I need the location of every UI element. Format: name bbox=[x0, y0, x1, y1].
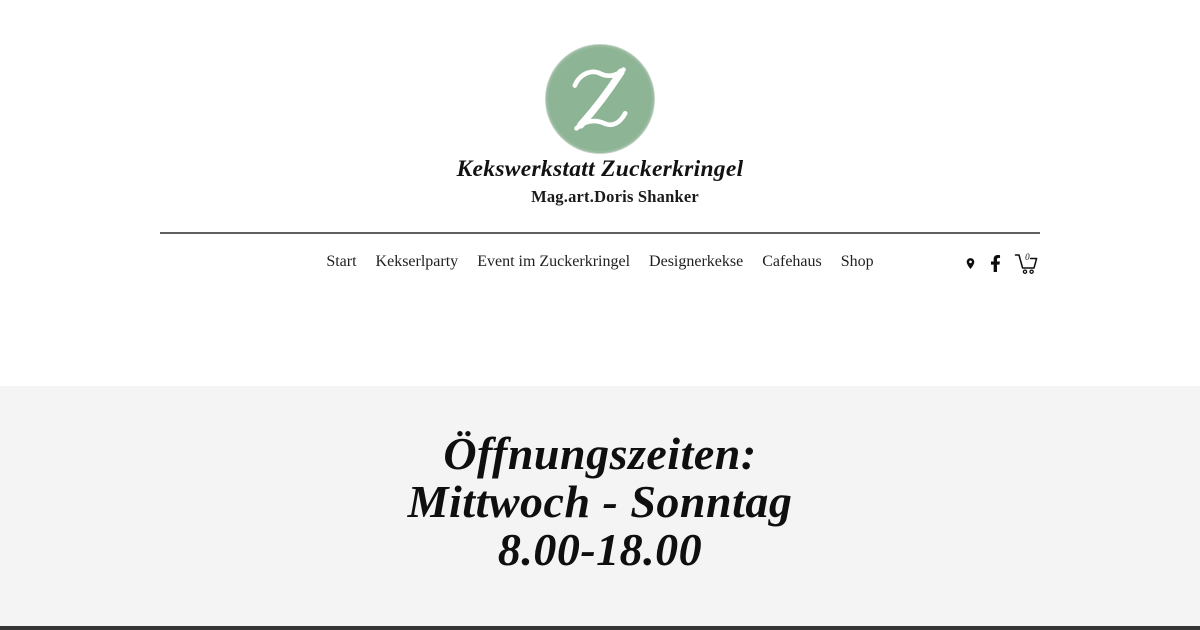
logo[interactable] bbox=[546, 45, 654, 153]
hours-heading: Öffnungszeiten: bbox=[443, 428, 757, 479]
site-title: Kekswerkstatt Zuckerkringel bbox=[456, 156, 744, 182]
hours-times: 8.00-18.00 bbox=[497, 524, 703, 575]
nav-item-designerkekse[interactable]: Designerkekse bbox=[649, 253, 744, 270]
header-icons bbox=[964, 249, 1040, 277]
nav-item-shop[interactable]: Shop bbox=[840, 253, 874, 270]
site-subtitle: Mag.art.Doris Shanker bbox=[531, 187, 699, 206]
nav-item-cafehaus[interactable]: Cafehaus bbox=[762, 253, 822, 270]
facebook-icon[interactable] bbox=[990, 255, 1001, 272]
nav-item-kekserlparty[interactable]: Kekserlparty bbox=[375, 253, 459, 270]
nav-row bbox=[160, 247, 1040, 285]
main-nav bbox=[160, 247, 1040, 271]
location-pin-icon[interactable] bbox=[964, 255, 977, 272]
logo-z-monogram-icon bbox=[558, 57, 642, 141]
shopping-cart-icon[interactable] bbox=[1014, 251, 1040, 275]
cart-count: 0 bbox=[1025, 252, 1030, 262]
bottom-bar bbox=[0, 626, 1200, 630]
nav-item-start[interactable]: Start bbox=[326, 253, 357, 270]
hours-days: Mittwoch - Sonntag bbox=[407, 476, 793, 527]
opening-hours-section bbox=[0, 386, 1200, 630]
nav-item-event-im-zuckerkringel[interactable]: Event im Zuckerkringel bbox=[477, 253, 631, 270]
header-divider bbox=[160, 232, 1040, 234]
